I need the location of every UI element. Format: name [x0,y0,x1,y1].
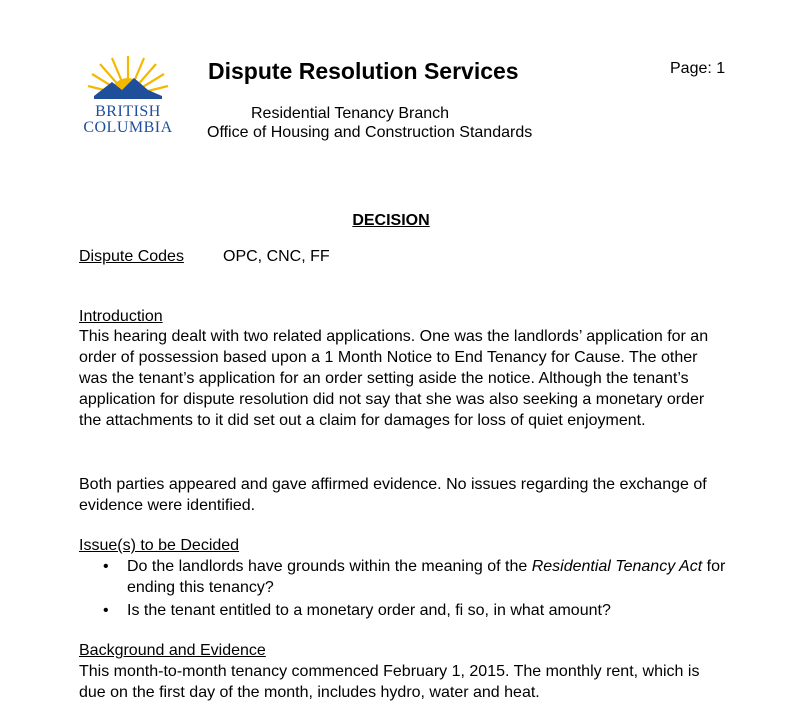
subtitle-office: Office of Housing and Construction Standards [207,124,533,141]
introduction-text-1: This hearing dealt with two related applications. One was the landlords’ application for an order of possession based upon a 1 Month Notice to End Tenancy for Cause. The other was the tenant’s application for an order setting aside the notice. Although the tenant’s application for dispute resolution did not say that she was also seeking a monetary order the attachments to it did set out a claim for damages for loss of quiet enjoyment. [79,328,709,429]
bullet-icon: • [103,602,109,619]
decision-heading: DECISION [352,212,430,229]
bc-sun-mountains-icon [82,56,174,104]
background-paragraph-1 [79,661,719,703]
background-text-1: This month-to-month tenancy commenced February 1, 2015. The monthly rent, which is due on the first day of the month, includes hydro, water and heat. [79,663,700,701]
logo-text-line1: BRITISH [95,103,161,120]
introduction-paragraph-1 [79,326,719,431]
bullet-icon: • [103,558,109,575]
introduction-heading: Introduction [79,308,163,325]
issue-1-text-post: for ending this tenancy? [127,558,726,596]
dispute-codes-value: OPC, CNC, FF [223,248,330,265]
issue-2-text: Is the tenant entitled to a monetary order and, fi so, in what amount? [127,602,611,619]
issue-item-2 [79,600,739,621]
page-title: Dispute Resolution Services [208,58,519,84]
page-number: Page: 1 [670,60,726,77]
subtitle-branch: Residential Tenancy Branch [251,105,450,122]
issues-heading: Issue(s) to be Decided [79,537,240,554]
issue-1-act-name: Residential Tenancy Act [531,558,703,575]
dispute-codes-label: Dispute Codes [79,248,184,265]
background-heading: Background and Evidence [79,642,266,659]
issue-1-text-pre: Do the landlords have grounds within the meaning of the [127,558,532,575]
issue-item-1 [79,556,739,598]
issues-list [79,556,739,621]
logo-text-line2: COLUMBIA [83,119,173,136]
bc-logo [82,56,174,140]
introduction-paragraph-2 [79,474,719,516]
introduction-text-2: Both parties appeared and gave affirmed evidence. No issues regarding the exchange of evidence were identified. [79,476,707,514]
